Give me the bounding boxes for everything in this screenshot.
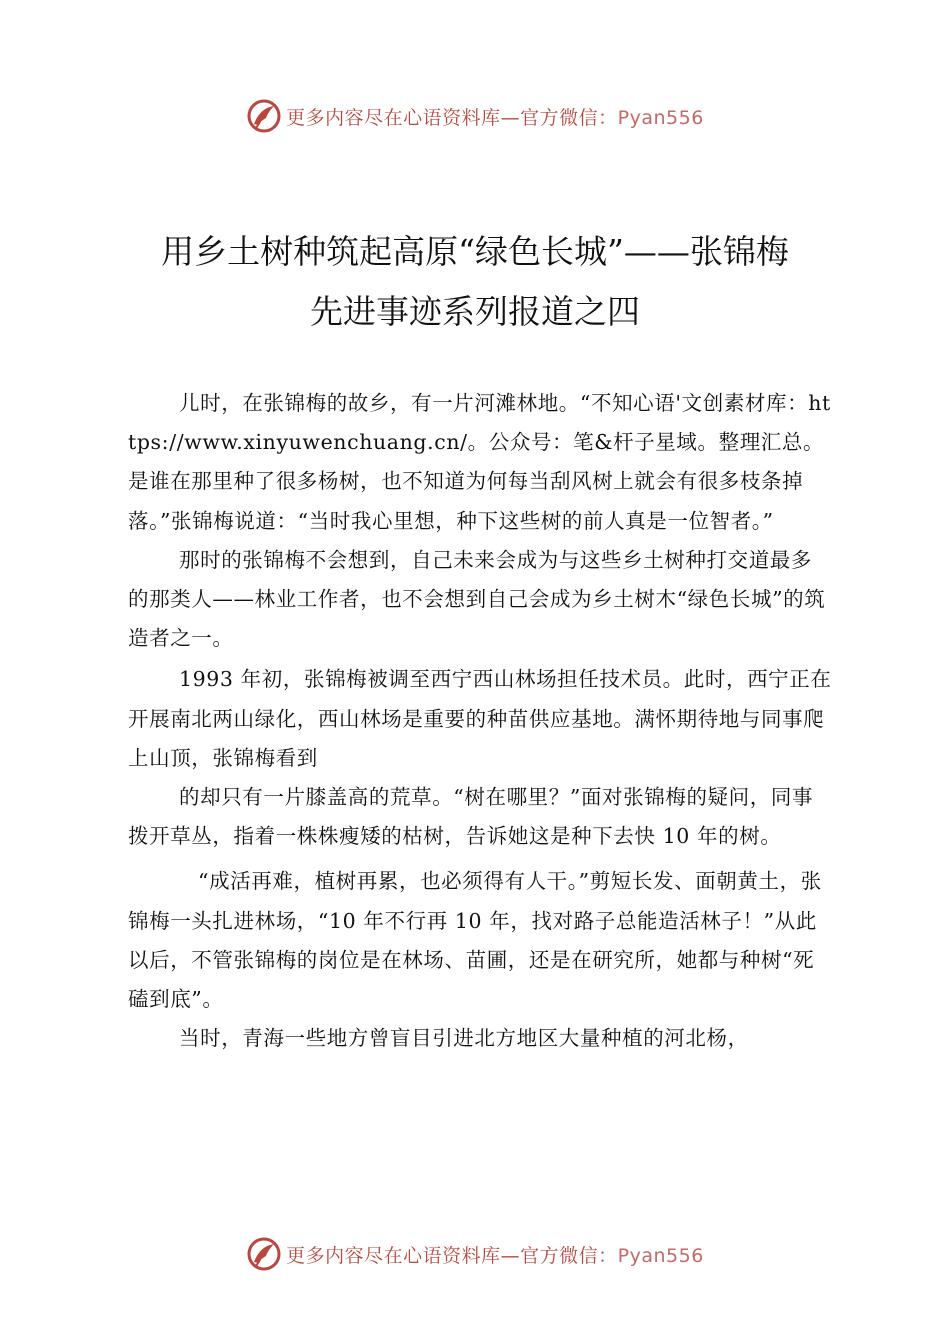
article-body: [128, 384, 832, 1058]
header-banner-text: [286, 103, 704, 130]
header-wechat-id: Pyan556: [617, 106, 704, 129]
footer-banner-text: [286, 1241, 704, 1268]
paragraph-2: 那时的张锦梅不会想到，自己未来会成为与这些乡土树种打交道最多的那类人——林业工作者，也不会想到自己会成为乡土树木“绿色长城”的筑造者之一。: [128, 547, 826, 651]
title-line-1: 用乡土树种筑起高原“绿色长城”——张锦梅: [161, 232, 789, 271]
title-line-2: 先进事迹系列报道之四: [310, 292, 640, 331]
pen-logo-icon: [246, 1236, 282, 1272]
footer-banner: [0, 1234, 950, 1274]
header-banner: [0, 96, 950, 136]
paragraph-1: 儿时，在张锦梅的故乡，有一片河滩林地。“不知心语'文创素材库：https://www.xinyuwenchuang.cn/。公众号：笔&杆子星域。整理汇总。是谁在那里种了很多杨树，也不知道为何每当刮风树上就会有很多枝条掉落。”张锦梅说道：“当时我心里想，种下这些树的前人真是一位智者。”: [128, 391, 831, 533]
footer-wechat-id: Pyan556: [617, 1244, 704, 1267]
document-title: [100, 222, 850, 342]
header-banner-label: 更多内容尽在心语资料库—官方微信：: [286, 106, 618, 129]
footer-banner-label: 更多内容尽在心语资料库—官方微信：: [286, 1244, 618, 1267]
paragraph-5: “成活再难，植树再累，也必须得有人干。”剪短长发、面朝黄土，张锦梅一头扎进林场，“10 年不行再 10 年，找对路子总能造活林子！”从此以后，不管张锦梅的岗位是在林场、苗圃，还是在研究所，她都与种树“死磕到底”。: [128, 869, 822, 1012]
paragraph-3: 1993 年初，张锦梅被调至西宁西山林场担任技术员。此时，西宁正在开展南北两山绿化，西山林场是重要的种苗供应基地。满怀期待地与同事爬上山顶，张锦梅看到: [128, 667, 832, 770]
pen-logo-icon: [246, 98, 282, 134]
paragraph-4: 的却只有一片膝盖高的荒草。“树在哪里？”面对张锦梅的疑问，同事拨开草丛，指着一株株瘦矮的枯树，告诉她这是种下去快 10 年的树。: [128, 785, 814, 849]
paragraph-6: 当时，青海一些地方曾盲目引进北方地区大量种植的河北杨，: [179, 1026, 749, 1051]
